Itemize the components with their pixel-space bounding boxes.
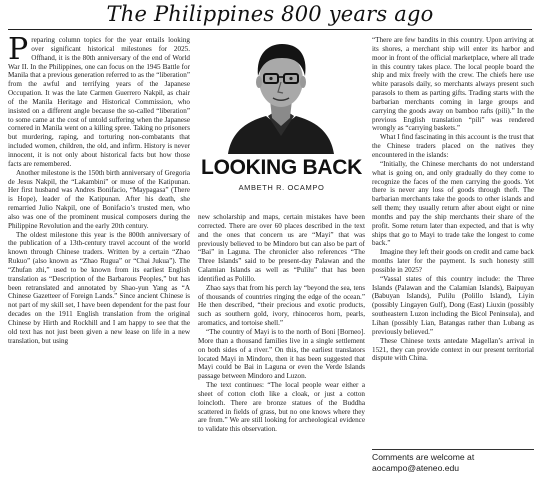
contact-footer: Comments are welcome at aocampo@ateneo.edu: [372, 452, 475, 473]
paragraph: “Initially, the Chinese merchants do not understand what is going on, and only gradually do they come to recognize the faces of the men carrying the goods. Yet there is never any loss of goods through theft. The barbarian merchants take the goods to other islands and sell them; they usually return after about eight or nine months and pay the ship merchants their share of the profit. Some return later than expected, and that is why ships that go to Mayi to trade take the longest to come back.”: [372, 159, 534, 248]
paragraph: “There are few bandits in this country. Upon arriving at its shores, a merchant ship will enter its harbor and moor in front of the official marketplace, where all trade in this country takes place. The local people board the ship and mix freely with the crew. The chiefs here use white parasols daily, so merchants always present such parasols to them as parting gifts. Trading starts with the barbarian merchants coming in large groups and carrying the goods away on bamboo rafts (pili).” In the previous English translation “pili” was rendered wrongly as “carrying baskets.”: [372, 36, 534, 133]
headline-divider: [8, 29, 532, 30]
paragraph: The oldest milestone this year is the 800th anniversary of the publication of a 13th-century travel account of the world known through Chinese traders. Written by a certain “Zhao Rukuo” (also known as “Zhao Rugua” or “Chai Jukua”). The “Zhufan zhi,” used to be known from its earliest English translation as “Description of the Barbarous Peoples,” but has been retranslated and annotated by Shao-yun Yang as “A Chinese Gazetteer of Foreign Lands.” Since ancient Chinese is not part of my skill set, I have been dependent for the past four decades on the 1911 English translation from the original Chinese by Hirth and Rockhill and I am happy to see that the old text has not just been given a new lease on life in a new translation, but using: [8, 230, 190, 345]
column-header: [198, 36, 365, 210]
author-byline: AMBETH R. OCAMPO: [238, 183, 325, 192]
paragraph-text: reparing column topics for the year entails looking over significant historical milestones for 2025. Offhand, it is the 80th anniversary of the end of World War II. In the Philippines, one can focus on the 1945 Battle for Manila that a previous generation referred to as the “liberation” from the awful and terrifying years of the Japanese Occupation. It was the late Carmen Guerrero Nakpil, as chair of the Manila Heritage and Historical Commission, who insisted on a different angle because the so-called “liberation” to some came at the cost of untold suffering when the Japanese cornered in Manila went on a killing spree. Taking no prisoners but murdering, raping, and torturing non-combatants that included women, children, the old, and infirm. History is never innocent, it is not only about historical facts but how those facts are remembered.: [8, 36, 190, 168]
paragraph: new scholarship and maps, certain mistakes have been corrected. There are over 60 places described in the text and the ones that concern us are “Mayi” that was previously believed to be Mindoro but can also be part of “Bai” in Laguna. The chronicler also references “The Three Islands” said to be present-day Palawan and the Calamian Islands as well as “Pulilu” that has been identified as Polillo.: [198, 213, 365, 283]
article-column-1: [8, 36, 190, 476]
article-column-2: [198, 213, 365, 476]
article-column-3: [372, 36, 534, 446]
page-headline: The Philippines 800 years ago: [106, 2, 434, 26]
drop-cap: P: [8, 36, 29, 67]
paragraph: These Chinese texts antedate Magellan’s arrival in 1521, they can provide context in our present territorial dispute with China.: [372, 336, 534, 363]
author-photo: [226, 36, 336, 154]
author-portrait-illustration: [226, 36, 336, 154]
footer-divider: [372, 449, 534, 450]
paragraph: Imagine they left their goods on credit and came back months later for the payment. Is such honesty still possible in 2025?: [372, 248, 534, 274]
paragraph: What I find fascinating in this account is the trust that the Chinese traders placed on the natives they encountered in the islands:: [372, 133, 534, 159]
paragraph: Another milestone is the 150th birth anniversary of Gregoria de Jesus Nakpil, the “Lakambini” or muse of the Katipunan. Her first husband was Andres Bonifacio, “Maypagasa” (There is Hope), leader of the Katipunan. After his death, she remarried Julio Nakpil, one of Bonifacio’s trusted men, who also was one of the prominent musical composers during the Philippine Revolution and the early 20th century.: [8, 168, 190, 230]
paragraph: “The country of Mayi is to the north of Boni [Borneo]. More than a thousand families live in a single settlement on both sides of a river.” On this, the earliest translators located Mayi in Mindoro, then it has been suggested that Mayi could be Bai in Laguna or even the Verde Islands passage between Mindoro and Luzon.: [198, 327, 365, 381]
paragraph: [8, 36, 190, 169]
paragraph: “Vassal states of this country include: the Three Islands (Palawan and the Calamian Islands), Baipuyan (Babuyan Islands), Pulilu (Polillo Island), Liyin (possibly Lingayen Gulf), Dong (East) Liuxin (possibly southeastern Luzon including the Bicol Peninsula), and Lihan (possibly Lian, Batangas rather than Lubang as previously believed.”: [372, 274, 534, 336]
paragraph: Zhao says that from his perch lay “beyond the sea, tens of thousands of countries ringing the edge of the ocean.” He then described, “their precious and exotic products, such as southern gold, ivory, rhinoceros horn, pearls, aromatics, and tortoise shell.”: [198, 283, 365, 328]
column-title: LOOKING BACK: [201, 156, 362, 179]
paragraph: The text continues: “The local people wear either a sheet of cotton cloth like a cloak, or just a cotton loincloth. There are bronze statues of the Buddha scattered in fields of grass, but no one knows where they are from.” We are still looking for archeological evidence to validate this observation.: [198, 381, 365, 434]
